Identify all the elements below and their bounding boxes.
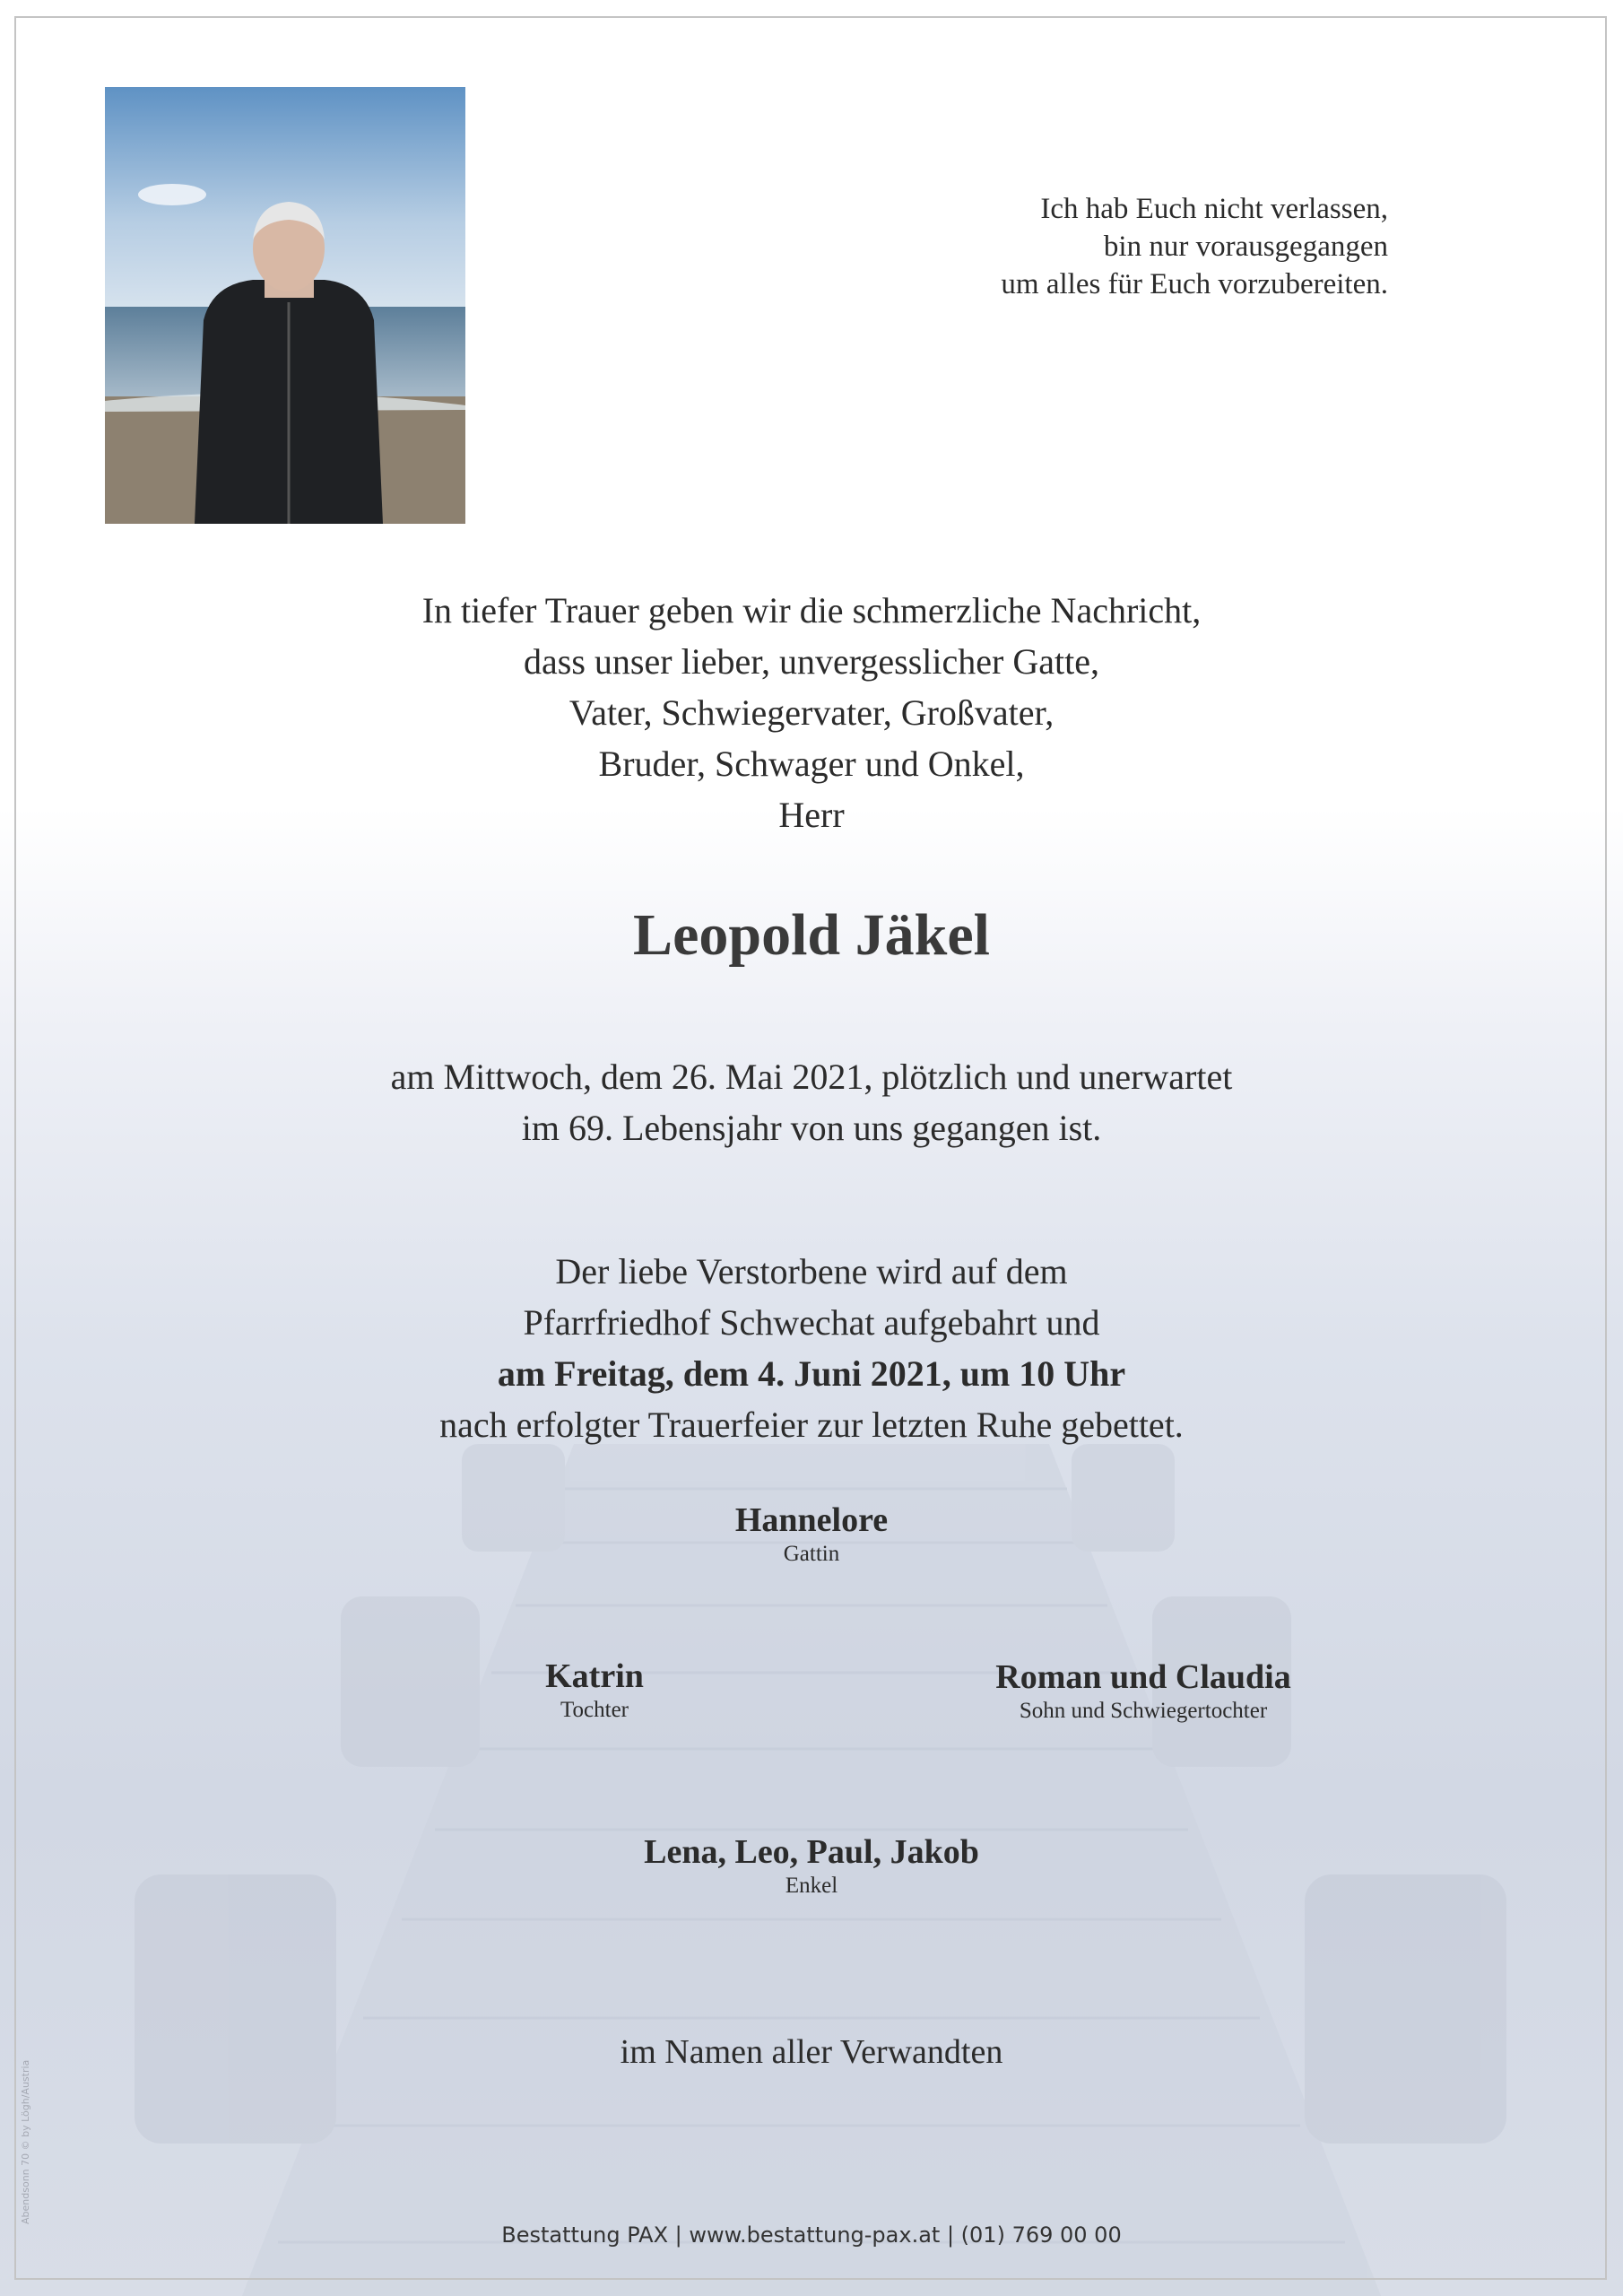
mourner-name: Katrin	[545, 1657, 644, 1695]
death-line: am Mittwoch, dem 26. Mai 2021, plötzlich und unerwartet	[390, 1057, 1233, 1097]
funeral-home-footer: Bestattung PAX | www.bestattung-pax.at | (01) 769 00 00	[501, 2222, 1122, 2248]
quote-line: bin nur vorausgegangen	[1103, 230, 1388, 263]
mourner-role: Enkel	[785, 1874, 838, 1898]
image-credit: Abendsonn 70 © by Lögh/Austria	[20, 2059, 31, 2224]
announcement-intro	[0, 585, 1623, 840]
mourner-role: Tochter	[560, 1698, 629, 1722]
deceased-name: Leopold Jäkel	[633, 902, 990, 968]
burial-line: nach erfolgter Trauerfeier zur letzten Ruhe gebettet.	[439, 1405, 1184, 1445]
portrait-photo	[105, 87, 465, 524]
mourner-daughter	[415, 1656, 774, 1724]
intro-line: Herr	[778, 795, 845, 835]
intro-line: Bruder, Schwager und Onkel,	[598, 744, 1025, 784]
mourner-role: Sohn und Schwiegertochter	[1019, 1699, 1268, 1723]
burial-date: am Freitag, dem 4. Juni 2021, um 10 Uhr	[497, 1353, 1126, 1394]
mourner-grandchildren	[542, 1831, 1081, 1900]
mourner-wife	[632, 1500, 991, 1568]
intro-line: dass unser lieber, unvergesslicher Gatte,	[524, 641, 1099, 682]
quote-line: um alles für Euch vorzubereiten.	[1001, 268, 1388, 300]
quote-line: Ich hab Euch nicht verlassen,	[1040, 193, 1388, 225]
mourner-name: Hannelore	[734, 1501, 889, 1539]
mourner-name: Lena, Leo, Paul, Jakob	[644, 1833, 979, 1871]
death-line: im 69. Lebensjahr von uns gegangen ist.	[521, 1108, 1102, 1148]
mourner-role: Gattin	[783, 1542, 840, 1566]
mourner-name: Roman und Claudia	[995, 1658, 1291, 1696]
burial-line: Der liebe Verstorbene wird auf dem	[555, 1251, 1068, 1292]
intro-line: Vater, Schwiegervater, Großvater,	[568, 692, 1055, 733]
intro-line: In tiefer Trauer geben wir die schmerzliche Nachricht,	[421, 590, 1202, 631]
death-notice	[0, 1051, 1623, 1153]
burial-line: Pfarrfriedhof Schwechat aufgebahrt und	[523, 1302, 1100, 1343]
closing-line: im Namen aller Verwandten	[620, 2033, 1003, 2071]
memorial-quote	[760, 190, 1388, 303]
burial-details	[0, 1246, 1623, 1450]
mourner-son	[897, 1657, 1390, 1725]
